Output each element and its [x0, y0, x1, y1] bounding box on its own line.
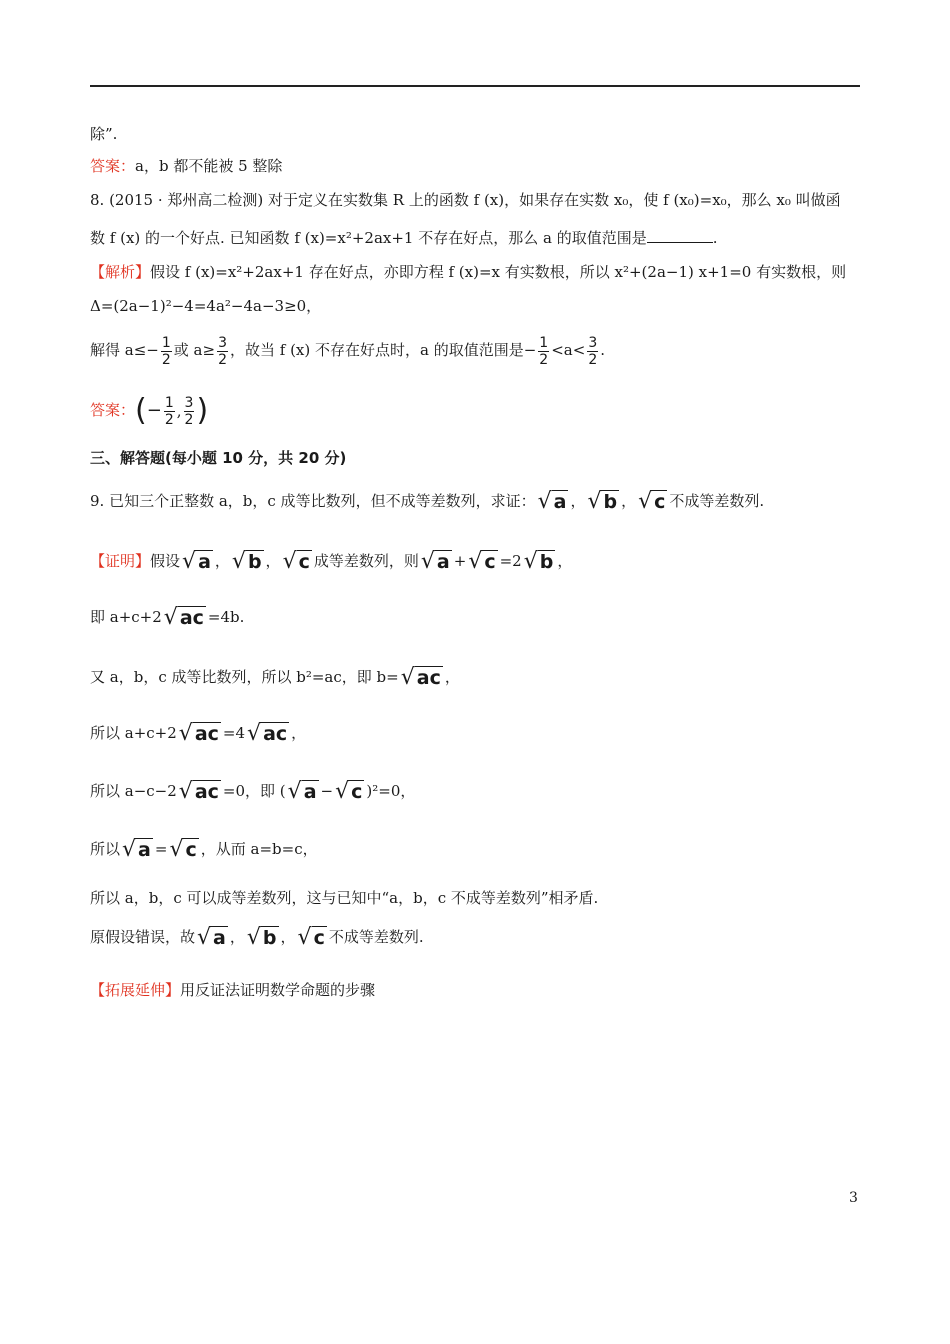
- q8-stem-line-2: [90, 228, 718, 248]
- analysis-label: 【解析】: [90, 263, 151, 281]
- fraction-one-half: [161, 335, 172, 368]
- p1-pre: 假设: [150, 552, 181, 570]
- radicand: b: [247, 551, 262, 573]
- radicand: a: [553, 491, 567, 513]
- section-title-text: 三、解答题(每小题 10 分，共 20 分): [90, 449, 347, 467]
- sqrt-ac: √ ac: [178, 721, 219, 746]
- radicand: a: [303, 781, 317, 803]
- q9-stem-end: 不成等差数列.: [669, 492, 765, 510]
- sqrt-a: √ a: [197, 925, 226, 950]
- proof-line-4: [90, 716, 306, 751]
- solve-text-a: 解得 a≤−: [90, 341, 159, 359]
- frac-num: 3: [218, 334, 227, 351]
- sqrt-c: √ c: [335, 779, 363, 804]
- frac-den: 2: [164, 411, 174, 428]
- frac-num: 1: [164, 394, 174, 411]
- sqrt-b: √ b: [523, 549, 554, 574]
- radicand: a: [138, 839, 151, 861]
- radicand: ac: [179, 607, 204, 629]
- separator: ，: [229, 928, 245, 946]
- q8-answer: [90, 388, 208, 433]
- separator: ，: [214, 552, 230, 570]
- radicand: c: [185, 839, 197, 861]
- q7-answer: [90, 156, 282, 176]
- page-number: 3: [849, 1190, 858, 1206]
- radicand: ac: [416, 667, 441, 689]
- separator: ，: [280, 928, 296, 946]
- fraction-one-half: [164, 395, 175, 428]
- q9-stem-text: 9. 已知三个正整数 a，b，c 成等比数列，但不成等差数列，求证：: [90, 492, 536, 510]
- sqrt-a: √ a: [287, 779, 317, 804]
- solve-text-b: 或 a≥: [173, 341, 216, 359]
- sqrt-ac: √ ac: [163, 605, 204, 630]
- p5-mid: =0，即 (: [222, 782, 286, 800]
- q8-analysis-line-1: [90, 262, 846, 282]
- solve-text-d: <a<: [551, 341, 586, 359]
- radicand: b: [539, 551, 554, 573]
- separator: ，: [570, 492, 586, 510]
- radicand: c: [313, 927, 325, 949]
- sqrt-b: √ b: [246, 925, 277, 950]
- separator: ，: [621, 492, 637, 510]
- proof-line-5: [90, 774, 415, 809]
- p8-post: 不成等差数列.: [328, 928, 424, 946]
- radicand: a: [436, 551, 450, 573]
- p5-post: )²=0，: [366, 782, 416, 800]
- sqrt-a: √ a: [537, 489, 567, 514]
- radicand: b: [262, 927, 277, 949]
- frac-num: 1: [539, 334, 549, 351]
- sqrt-ac: √ ac: [178, 779, 219, 804]
- frac-den: 2: [539, 351, 549, 368]
- p4-pre: 所以 a+c+2: [90, 724, 177, 742]
- q8-line2-text: 数 f (x) 的一个好点. 已知函数 f (x)=x²+2ax+1 不存在好点，那么 a 的取值范围是: [90, 229, 647, 247]
- proof-line-8: [90, 920, 424, 955]
- frac-num: 3: [184, 394, 194, 411]
- p4-post: ，: [291, 724, 307, 742]
- fraction-three-halves: [587, 335, 598, 368]
- proof-line-6: [90, 832, 318, 867]
- proof-line-2: [90, 600, 244, 635]
- q7-answer-text: a，b 都不能被 5 整除: [135, 157, 283, 175]
- radicand: c: [351, 781, 363, 803]
- minus-sign: −: [320, 782, 334, 800]
- p1-mid: 成等差数列，则: [313, 552, 419, 570]
- sqrt-b: √ b: [587, 489, 618, 514]
- sqrt-a: √ a: [182, 549, 211, 574]
- p6-pre: 所以: [90, 840, 121, 858]
- q8-analysis-line-2: [90, 296, 321, 316]
- sqrt-c: √ c: [282, 549, 310, 574]
- plus-sign: +: [453, 552, 467, 570]
- frac-den: 2: [588, 351, 598, 368]
- frac-den: 2: [218, 351, 227, 368]
- right-paren: ): [196, 393, 209, 428]
- q8-solve-line: [90, 330, 605, 370]
- p7-text: 所以 a，b，c 可以成等差数列，这与已知中“a，b，c 不成等差数列”相矛盾.: [90, 889, 599, 907]
- frac-den: 2: [161, 351, 171, 368]
- solve-text-e: .: [600, 341, 606, 359]
- q8-analysis-text-2: Δ=(2a−1)²−4=4a²−4a−3≥0，: [90, 297, 322, 315]
- q7-tail: [90, 124, 117, 144]
- equals-sign: =: [154, 840, 168, 858]
- fraction-one-half: [538, 335, 549, 368]
- extension-label: 【拓展延伸】: [90, 981, 181, 999]
- frac-den: 2: [184, 411, 194, 428]
- sqrt-c: √ c: [468, 549, 496, 574]
- sqrt-c: √ c: [169, 837, 197, 862]
- p6-post: ，从而 a=b=c，: [200, 840, 318, 858]
- p2-post: =4b.: [207, 608, 245, 626]
- q8-stem-line-1: [90, 190, 841, 210]
- radicand: ac: [263, 723, 288, 745]
- p3-post: ，: [444, 668, 460, 686]
- radicand: c: [484, 551, 496, 573]
- extension-line: [90, 980, 375, 1000]
- answer-label: 答案：: [90, 157, 136, 175]
- fraction-three-halves: [184, 395, 195, 428]
- radicand: c: [654, 491, 666, 513]
- proof-line-1: [90, 544, 572, 579]
- q8-line1-text: 8. (2015 · 郑州高二检测) 对于定义在实数集 R 上的函数 f (x)，如果存在实数 x₀，使 f (x₀)=x₀，那么 x₀ 叫做函: [90, 191, 841, 209]
- p5-pre: 所以 a−c−2: [90, 782, 177, 800]
- header-rule: [90, 85, 860, 87]
- proof-line-7: [90, 888, 598, 908]
- separator: ，: [265, 552, 281, 570]
- radicand: c: [298, 551, 310, 573]
- p4-mid: =4: [222, 724, 246, 742]
- frac-num: 3: [588, 334, 598, 351]
- answer-comma: ,: [176, 402, 182, 420]
- q8-analysis-text-1: 假设 f (x)=x²+2ax+1 存在好点，亦即方程 f (x)=x 有实数根，所以 x²+(2a−1) x+1=0 有实数根，则: [150, 263, 847, 281]
- sqrt-c: √ c: [638, 489, 666, 514]
- sqrt-b: √ b: [231, 549, 262, 574]
- fraction-three-halves: [217, 335, 228, 368]
- sqrt-c: √ c: [297, 925, 325, 950]
- answer-minus: −: [146, 400, 162, 421]
- solve-text-c: ，故当 f (x) 不存在好点时，a 的取值范围是−: [229, 341, 537, 359]
- sqrt-ac: √ ac: [247, 721, 288, 746]
- proof-label: 【证明】: [90, 552, 151, 570]
- p8-pre: 原假设错误，故: [90, 928, 196, 946]
- left-paren: (: [135, 393, 147, 428]
- sqrt-ac: √ ac: [400, 665, 441, 690]
- p2-pre: 即 a+c+2: [90, 608, 162, 626]
- radicand: b: [603, 491, 618, 513]
- radicand: a: [213, 927, 226, 949]
- sqrt-a: √ a: [420, 549, 450, 574]
- q8-line2-end: .: [712, 229, 718, 247]
- radicand: a: [198, 551, 211, 573]
- p3-pre: 又 a，b，c 成等比数列，所以 b²=ac，即 b=: [90, 668, 399, 686]
- equals-two: =2: [499, 552, 522, 570]
- sqrt-a: √ a: [122, 837, 151, 862]
- p1-end: ，: [557, 552, 573, 570]
- extension-text: 用反证法证明数学命题的步骤: [180, 981, 376, 999]
- radicand: ac: [194, 723, 219, 745]
- answer-label: 答案：: [90, 401, 136, 419]
- section-title: [90, 448, 346, 468]
- q7-tail-text: 除”.: [90, 125, 118, 143]
- proof-line-3: [90, 660, 460, 695]
- q9-stem: [90, 484, 764, 519]
- radicand: ac: [194, 781, 219, 803]
- answer-blank: [647, 242, 713, 243]
- frac-num: 1: [161, 334, 171, 351]
